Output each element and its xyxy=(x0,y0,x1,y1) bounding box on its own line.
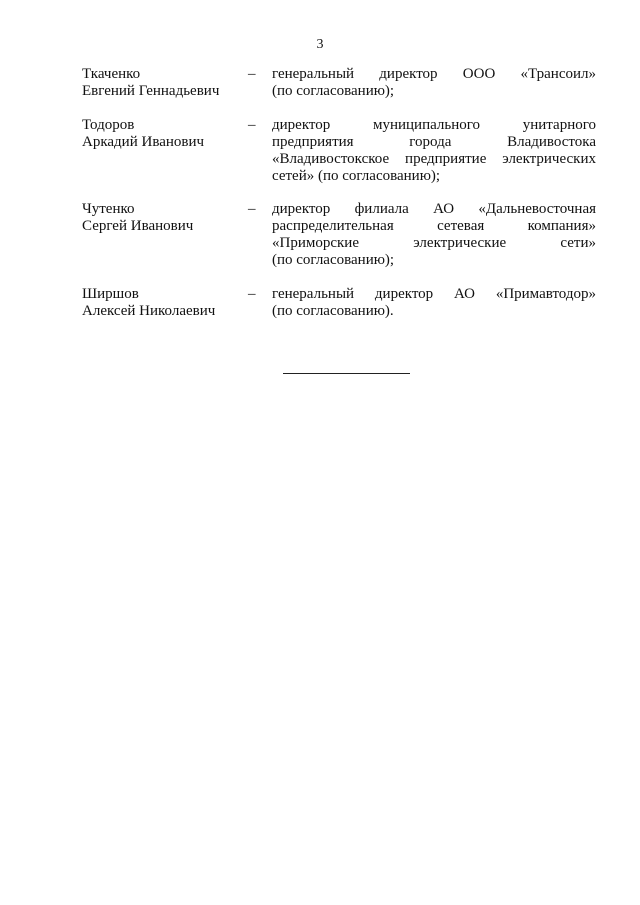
dash-separator: – xyxy=(248,201,256,217)
member-surname: Чутенко xyxy=(82,201,135,217)
role-line: (по согласованию); xyxy=(272,83,395,99)
role-line: сетей» (по согласованию); xyxy=(272,168,441,184)
role-line: директор филиала АО «Дальневосточная xyxy=(272,201,596,217)
role-line: распределительная сетевая компания» xyxy=(272,218,596,234)
member-given-names: Сергей Иванович xyxy=(82,218,194,234)
member-entry xyxy=(82,286,596,320)
role-line: (по согласованию); xyxy=(272,252,395,268)
member-surname: Тодоров xyxy=(82,117,135,133)
member-role xyxy=(272,117,596,185)
member-name xyxy=(82,286,248,320)
dash-separator: – xyxy=(248,66,256,82)
member-given-names: Алексей Николаевич xyxy=(82,303,216,319)
member-surname: Ткаченко xyxy=(82,66,141,82)
role-line: директор муниципального унитарного xyxy=(272,117,596,133)
end-of-list-rule xyxy=(283,373,410,374)
member-name xyxy=(82,117,248,185)
member-name xyxy=(82,201,248,269)
member-entry xyxy=(82,66,596,100)
member-given-names: Аркадий Иванович xyxy=(82,134,205,150)
member-name xyxy=(82,66,248,100)
member-list xyxy=(82,66,596,338)
role-line: генеральный директор ООО «Трансоил» xyxy=(272,66,596,82)
member-given-names: Евгений Геннадьевич xyxy=(82,83,220,99)
role-line: предприятия города Владивостока xyxy=(272,134,596,150)
role-line: «Владивостокское предприятие электрических xyxy=(272,151,596,167)
member-entry xyxy=(82,117,596,185)
role-line: (по согласованию). xyxy=(272,303,394,319)
member-surname: Ширшов xyxy=(82,286,139,302)
role-line: «Приморские электрические сети» xyxy=(272,235,596,251)
member-role xyxy=(272,66,596,100)
member-role xyxy=(272,286,596,320)
dash-separator: – xyxy=(248,117,256,133)
member-role xyxy=(272,201,596,269)
role-line: генеральный директор АО «Примавтодор» xyxy=(272,286,596,302)
dash-separator: – xyxy=(248,286,256,302)
member-entry xyxy=(82,201,596,269)
page-number: 3 xyxy=(316,37,324,52)
